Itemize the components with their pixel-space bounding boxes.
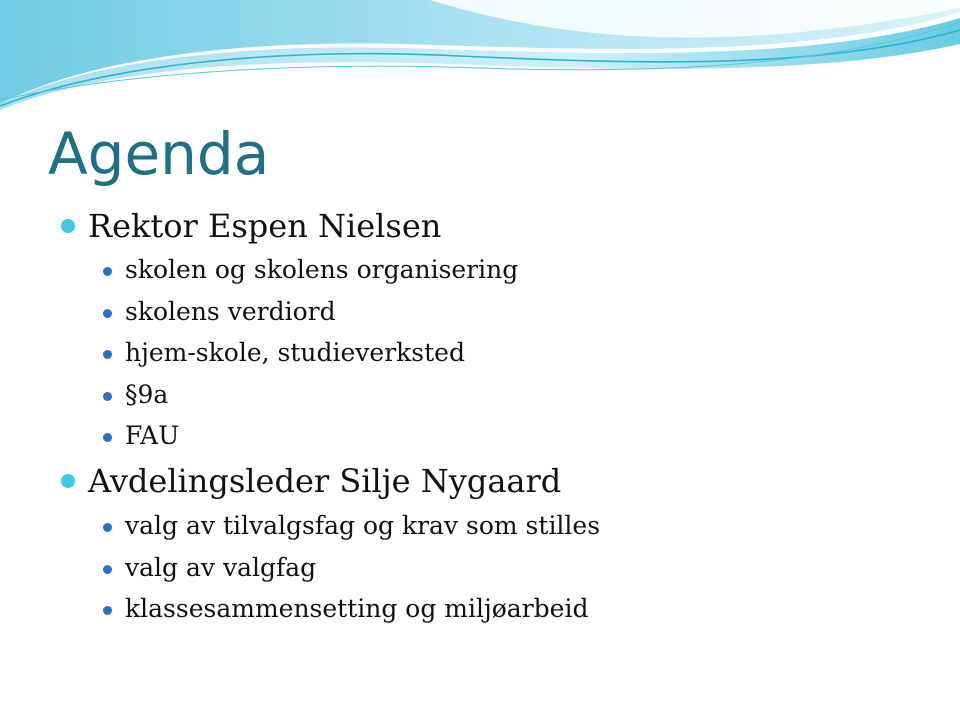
agenda-heading-label: Rektor Espen Nielsen — [88, 207, 442, 245]
bullet-dot-icon — [103, 433, 112, 442]
agenda-subitem-label: valg av tilvalgsfag og krav som stilles — [125, 511, 601, 540]
agenda-subitem — [125, 593, 588, 625]
agenda-subitem-label: skolens verdiord — [125, 297, 336, 326]
agenda-heading-label: Avdelingsleder Silje Nygaard — [88, 462, 562, 500]
bullet-dot-icon — [103, 392, 112, 401]
agenda-subitem — [125, 420, 179, 452]
bullet-dot-icon — [61, 219, 75, 233]
bullet-dot-icon — [103, 350, 112, 359]
agenda-subitem-label: §9a — [125, 380, 169, 409]
agenda-subitem-label: FAU — [125, 421, 180, 450]
agenda-subitem-label: klassesammensetting og miljøarbeid — [125, 594, 589, 623]
bullet-dot-icon — [103, 267, 112, 276]
bullet-dot-icon — [61, 474, 75, 488]
agenda-subitem — [125, 254, 518, 286]
agenda-subitem — [125, 337, 465, 369]
agenda-heading-rektor — [88, 206, 441, 246]
agenda-subitem-label: skolen og skolens organisering — [125, 255, 519, 284]
bullet-dot-icon — [103, 606, 112, 615]
agenda-subitem-label: valg av valgfag — [125, 553, 317, 582]
bullet-dot-icon — [103, 565, 112, 574]
agenda-subitem — [125, 379, 168, 411]
bullet-dot-icon — [103, 309, 112, 318]
slide-title: Agenda — [48, 120, 270, 188]
agenda-subitem — [125, 552, 316, 584]
bullet-dot-icon — [103, 523, 112, 532]
agenda-subitem — [125, 296, 336, 328]
agenda-subitem-label: hjem-skole, studieverksted — [125, 338, 465, 367]
agenda-heading-avdelingsleder — [88, 461, 561, 501]
agenda-subitem — [125, 510, 600, 542]
